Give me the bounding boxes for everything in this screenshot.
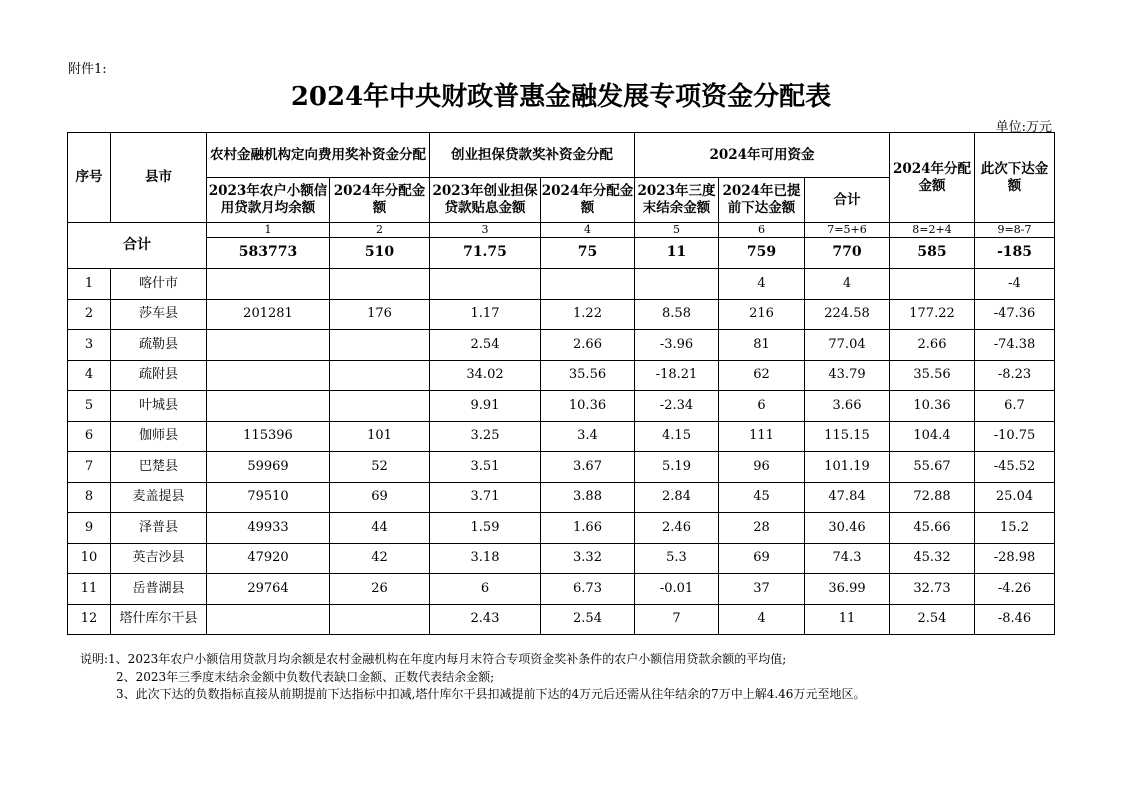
row-value [330,391,430,422]
row-value: 101 [330,421,430,452]
row-value: 111 [719,421,805,452]
row-county: 岳普湖县 [111,574,207,605]
row-value: 4 [719,604,805,635]
row-value: 1.22 [541,299,635,330]
header-sum: 合计 [805,178,890,223]
row-value: 72.88 [890,482,975,513]
row-value: 104.4 [890,421,975,452]
row-value: 62 [719,360,805,391]
row-value: 3.4 [541,421,635,452]
row-value: 9.91 [430,391,541,422]
total-value: 71.75 [430,238,541,269]
row-value: 69 [330,482,430,513]
row-value: 4 [719,269,805,300]
header-guarantee-alloc: 2024年分配金额 [541,178,635,223]
row-seq: 9 [68,513,111,544]
row-value [330,604,430,635]
table-row [68,391,1055,422]
row-value: -0.01 [635,574,719,605]
row-value: -28.98 [975,543,1055,574]
row-value: 6 [719,391,805,422]
row-value: 5.19 [635,452,719,483]
row-county: 伽师县 [111,421,207,452]
table-row [68,330,1055,361]
note-line: 说明:1、2023年农户小额信用贷款月均余额是农村金融机构在年度内每月末符合专项资金奖补条件的农户小额信用贷款余额的平均值; [80,652,787,666]
row-value: 45.32 [890,543,975,574]
row-value: -45.52 [975,452,1055,483]
attachment-label: 附件1: [68,62,107,77]
table-row [68,604,1055,635]
row-value: 224.58 [805,299,890,330]
row-seq: 7 [68,452,111,483]
row-seq: 11 [68,574,111,605]
row-value: 35.56 [890,360,975,391]
row-county: 疏勒县 [111,330,207,361]
row-value: 47.84 [805,482,890,513]
col-index: 6 [719,223,805,238]
total-value: -185 [975,238,1055,269]
row-value: 52 [330,452,430,483]
row-seq: 10 [68,543,111,574]
total-value: 510 [330,238,430,269]
header-group-rural: 农村金融机构定向费用奖补资金分配 [207,133,430,178]
row-seq: 2 [68,299,111,330]
table-row [68,269,1055,300]
row-value: 6.73 [541,574,635,605]
row-value: 7 [635,604,719,635]
row-value: 42 [330,543,430,574]
header-county: 县市 [111,133,207,223]
col-index: 2 [330,223,430,238]
row-value: 3.25 [430,421,541,452]
row-value: 44 [330,513,430,544]
row-value: -4.26 [975,574,1055,605]
row-value: -2.34 [635,391,719,422]
row-value: 10.36 [890,391,975,422]
row-value: 3.71 [430,482,541,513]
row-value: 3.67 [541,452,635,483]
row-value: 55.67 [890,452,975,483]
row-value: 2.54 [430,330,541,361]
row-value: 1.17 [430,299,541,330]
row-value: -47.36 [975,299,1055,330]
total-value: 759 [719,238,805,269]
row-value [207,391,330,422]
row-value: 37 [719,574,805,605]
row-value: 2.66 [890,330,975,361]
row-value: 96 [719,452,805,483]
row-county: 叶城县 [111,391,207,422]
row-value: 3.66 [805,391,890,422]
row-value: 81 [719,330,805,361]
row-value [330,330,430,361]
row-seq: 1 [68,269,111,300]
header-q3-balance: 2023年三度末结余金额 [635,178,719,223]
header-group-guarantee: 创业担保贷款奖补资金分配 [430,133,635,178]
row-value: 2.54 [541,604,635,635]
row-county: 泽普县 [111,513,207,544]
row-value: 1.59 [430,513,541,544]
table-row [68,543,1055,574]
row-value: 8.58 [635,299,719,330]
row-value: 26 [330,574,430,605]
row-value: 115396 [207,421,330,452]
row-seq: 3 [68,330,111,361]
row-value: 10.36 [541,391,635,422]
total-value: 75 [541,238,635,269]
table-row [68,452,1055,483]
row-county: 巴楚县 [111,452,207,483]
row-county: 麦盖提县 [111,482,207,513]
row-value: 11 [805,604,890,635]
row-value [541,269,635,300]
row-value [430,269,541,300]
row-value: 5.3 [635,543,719,574]
row-value: 32.73 [890,574,975,605]
header-seq: 序号 [68,133,111,223]
col-index: 1 [207,223,330,238]
row-value: 47920 [207,543,330,574]
row-value: 35.56 [541,360,635,391]
row-county: 英吉沙县 [111,543,207,574]
row-value: -74.38 [975,330,1055,361]
row-value: 49933 [207,513,330,544]
row-county: 莎车县 [111,299,207,330]
row-value: 216 [719,299,805,330]
col-index: 3 [430,223,541,238]
row-seq: 12 [68,604,111,635]
row-value: 115.15 [805,421,890,452]
row-value: 2.84 [635,482,719,513]
row-value: 25.04 [975,482,1055,513]
row-value: 43.79 [805,360,890,391]
row-value: -8.23 [975,360,1055,391]
total-value: 770 [805,238,890,269]
header-group-available: 2024年可用资金 [635,133,890,178]
table-row [68,360,1055,391]
row-value: 201281 [207,299,330,330]
table-row [68,482,1055,513]
row-value: 36.99 [805,574,890,605]
row-value: 45 [719,482,805,513]
row-county: 喀什市 [111,269,207,300]
row-value: 34.02 [430,360,541,391]
total-value: 585 [890,238,975,269]
table-row [68,421,1055,452]
row-value [635,269,719,300]
row-value: 1.66 [541,513,635,544]
row-value: 69 [719,543,805,574]
row-value: 2.66 [541,330,635,361]
row-value: -10.75 [975,421,1055,452]
allocation-table [67,132,1055,635]
table-row [68,513,1055,544]
col-index: 7=5+6 [805,223,890,238]
row-value: 3.51 [430,452,541,483]
row-seq: 8 [68,482,111,513]
data-rows [68,269,1055,635]
col-index: 4 [541,223,635,238]
row-value: 6.7 [975,391,1055,422]
note-line: 3、此次下达的负数指标直接从前期提前下达指标中扣减,塔什库尔干县扣减提前下达的4万元后还需从往年结余的7万中上解4.46万元至地区。 [116,687,866,701]
row-seq: 5 [68,391,111,422]
total-label: 合计 [68,223,207,269]
row-value [207,360,330,391]
unit-label: 单位:万元 [995,120,1052,135]
table-row [68,574,1055,605]
col-index: 8=2+4 [890,223,975,238]
header-this-issue: 此次下达金额 [975,133,1055,223]
col-index: 9=8-7 [975,223,1055,238]
row-value: 79510 [207,482,330,513]
table-row [68,299,1055,330]
header-advance: 2024年已提前下达金额 [719,178,805,223]
row-value: 74.3 [805,543,890,574]
row-value: 29764 [207,574,330,605]
total-value: 11 [635,238,719,269]
row-value: 15.2 [975,513,1055,544]
header-rural-alloc: 2024年分配金额 [330,178,430,223]
row-value: 30.46 [805,513,890,544]
row-value: 3.18 [430,543,541,574]
row-seq: 4 [68,360,111,391]
row-value: 101.19 [805,452,890,483]
note-line: 2、2023年三季度末结余金额中负数代表缺口金额、正数代表结余金额; [116,669,495,684]
row-value: 2.43 [430,604,541,635]
row-value [207,269,330,300]
notes [80,651,865,704]
total-value: 583773 [207,238,330,269]
row-value: 45.66 [890,513,975,544]
row-value: 176 [330,299,430,330]
row-county: 塔什库尔干县 [111,604,207,635]
row-value: 6 [430,574,541,605]
row-county: 疏附县 [111,360,207,391]
row-value: -8.46 [975,604,1055,635]
row-value: -18.21 [635,360,719,391]
row-value [890,269,975,300]
row-value: 2.46 [635,513,719,544]
row-value: 28 [719,513,805,544]
row-value: 2.54 [890,604,975,635]
row-value [207,330,330,361]
row-value [330,360,430,391]
row-value: 4 [805,269,890,300]
row-value: -4 [975,269,1055,300]
row-value: 177.22 [890,299,975,330]
col-index: 5 [635,223,719,238]
row-value [330,269,430,300]
row-value: -3.96 [635,330,719,361]
header-farmer-loan: 2023年农户小额信用贷款月均余额 [207,178,330,223]
row-value: 3.88 [541,482,635,513]
row-value: 77.04 [805,330,890,361]
row-value: 3.32 [541,543,635,574]
row-value: 59969 [207,452,330,483]
page-title: 2024年中央财政普惠金融发展专项资金分配表 [290,82,832,112]
row-value [207,604,330,635]
header-alloc-2024: 2024年分配金额 [890,133,975,223]
row-value: 4.15 [635,421,719,452]
row-seq: 6 [68,421,111,452]
header-guarantee-interest: 2023年创业担保贷款贴息金额 [430,178,541,223]
